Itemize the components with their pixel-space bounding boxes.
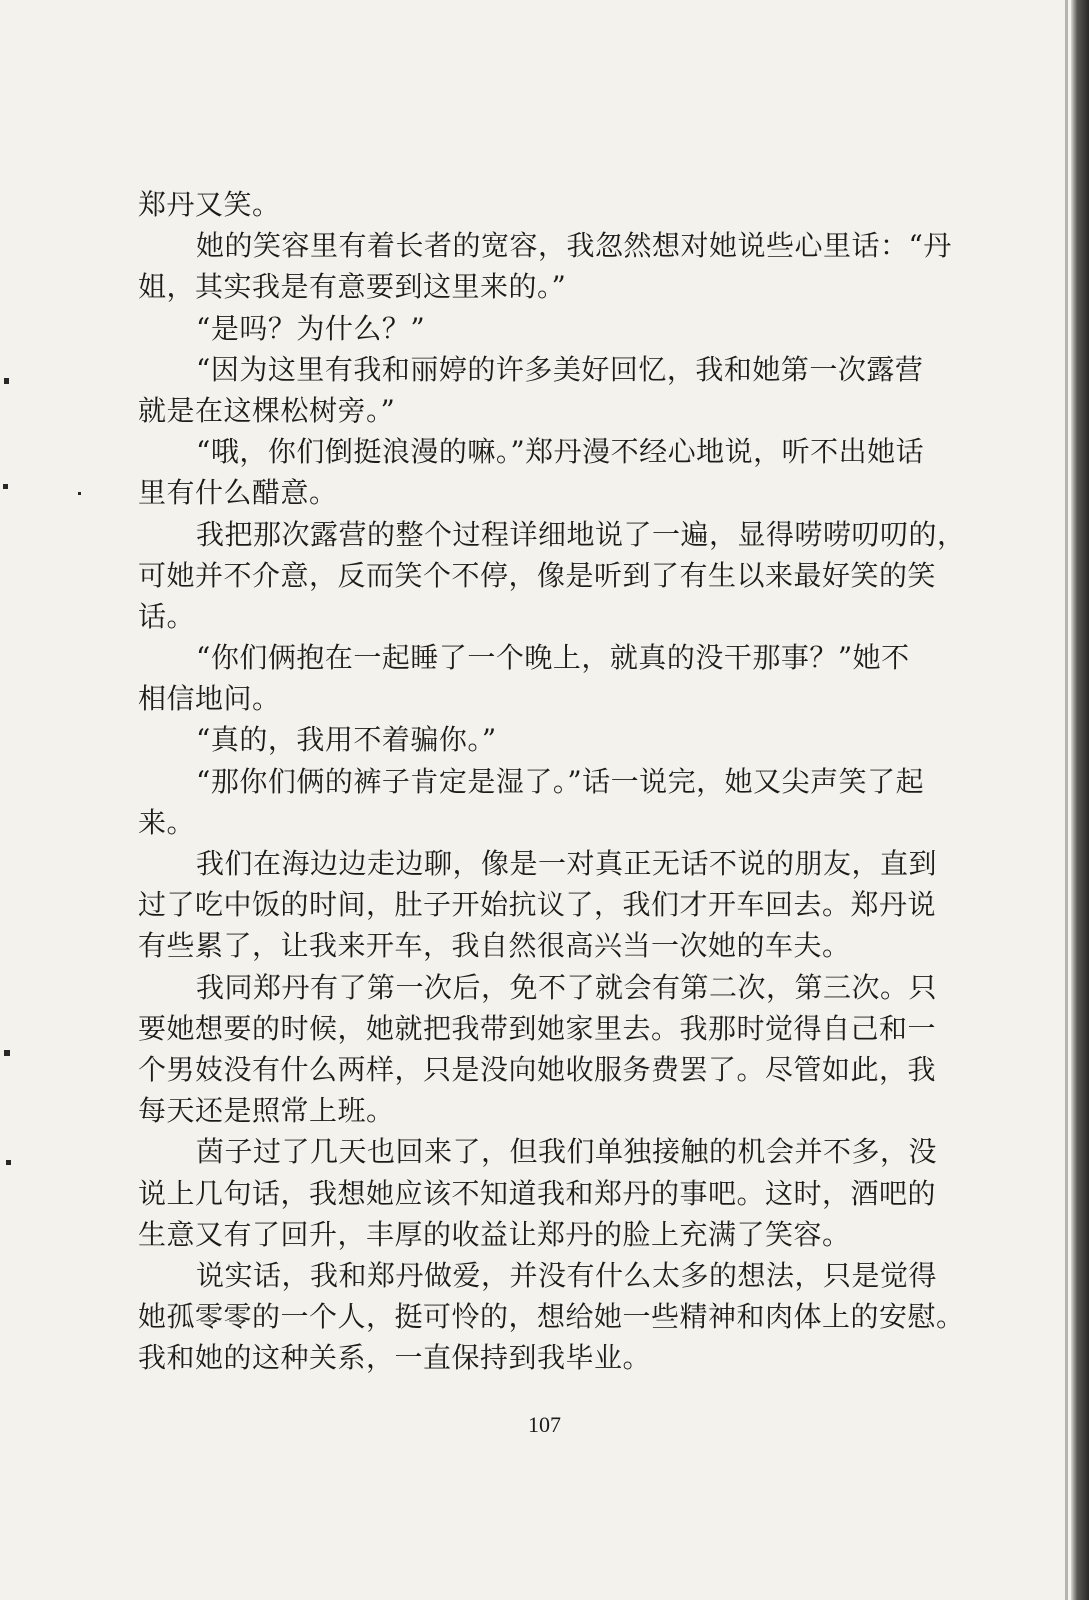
text-line: 相信地问。 xyxy=(138,682,281,716)
text-line: “是吗？为什么？” xyxy=(196,311,426,345)
scan-speck xyxy=(78,492,81,495)
text-line: 有些累了，让我来开车，我自然很高兴当一次她的车夫。 xyxy=(138,929,851,963)
text-line: 过了吃中饭的时间，肚子开始抗议了，我们才开车回去。郑丹说 xyxy=(138,888,937,922)
scan-speck xyxy=(6,1160,11,1165)
text-line: 她孤零零的一个人，挺可怜的，想给她一些精神和肉体上的安慰。 xyxy=(138,1300,965,1334)
text-line: 来。 xyxy=(138,805,196,839)
text-line: “那你们俩的裤子肯定是湿了。”话一说完，她又尖声笑了起 xyxy=(196,764,925,798)
scan-speck xyxy=(4,378,9,384)
text-line: 姐，其实我是有意要到这里来的。” xyxy=(138,270,567,304)
text-line: 她的笑容里有着长者的宽容，我忽然想对她说些心里话：“丹 xyxy=(196,229,952,263)
text-line: “真的，我用不着骗你。” xyxy=(196,723,497,757)
body-text xyxy=(138,184,966,1378)
page-number: 107 xyxy=(528,1412,561,1437)
text-line: 茵子过了几天也回来了，但我们单独接触的机会并不多，没 xyxy=(196,1135,938,1169)
text-line: “你们俩抱在一起睡了一个晚上，就真的没干那事？”她不 xyxy=(196,641,910,675)
text-line: 生意又有了回升，丰厚的收益让郑丹的脸上充满了笑容。 xyxy=(138,1217,851,1251)
text-line: 就是在这棵松树旁。” xyxy=(138,393,396,427)
text-line: 说实话，我和郑丹做爱，并没有什么太多的想法，只是觉得 xyxy=(196,1258,938,1292)
text-line: 个男妓没有什么两样，只是没向她收服务费罢了。尽管如此，我 xyxy=(138,1052,937,1086)
text-line: 我把那次露营的整个过程详细地说了一遍，显得唠唠叨叨的， xyxy=(196,517,966,551)
scan-speck xyxy=(4,1050,10,1056)
text-line: 说上几句话，我想她应该不知道我和郑丹的事吧。这时，酒吧的 xyxy=(138,1176,937,1210)
page-edge-shadow xyxy=(1071,0,1089,1600)
scan-speck xyxy=(3,484,8,489)
text-line: 我们在海边边走边聊，像是一对真正无话不说的朋友，直到 xyxy=(196,847,938,880)
text-line: 我同郑丹有了第一次后，免不了就会有第二次，第三次。只 xyxy=(196,970,938,1004)
text-line: 话。 xyxy=(138,599,196,633)
text-line: 每天还是照常上班。 xyxy=(138,1094,395,1128)
text-line: 里有什么醋意。 xyxy=(138,476,338,510)
text-line: 要她想要的时候，她就把我带到她家里去。我那时觉得自己和一 xyxy=(138,1011,937,1045)
text-line: 可她并不介意，反而笑个不停，像是听到了有生以来最好笑的笑 xyxy=(138,558,937,592)
text-line: 郑丹又笑。 xyxy=(138,188,281,221)
text-line: “因为这里有我和丽婷的许多美好回忆，我和她第一次露营 xyxy=(196,352,924,386)
text-line: 我和她的这种关系，一直保持到我毕业。 xyxy=(138,1341,652,1375)
text-line: “哦，你们倒挺浪漫的嘛。”郑丹漫不经心地说，听不出她话 xyxy=(196,435,925,469)
